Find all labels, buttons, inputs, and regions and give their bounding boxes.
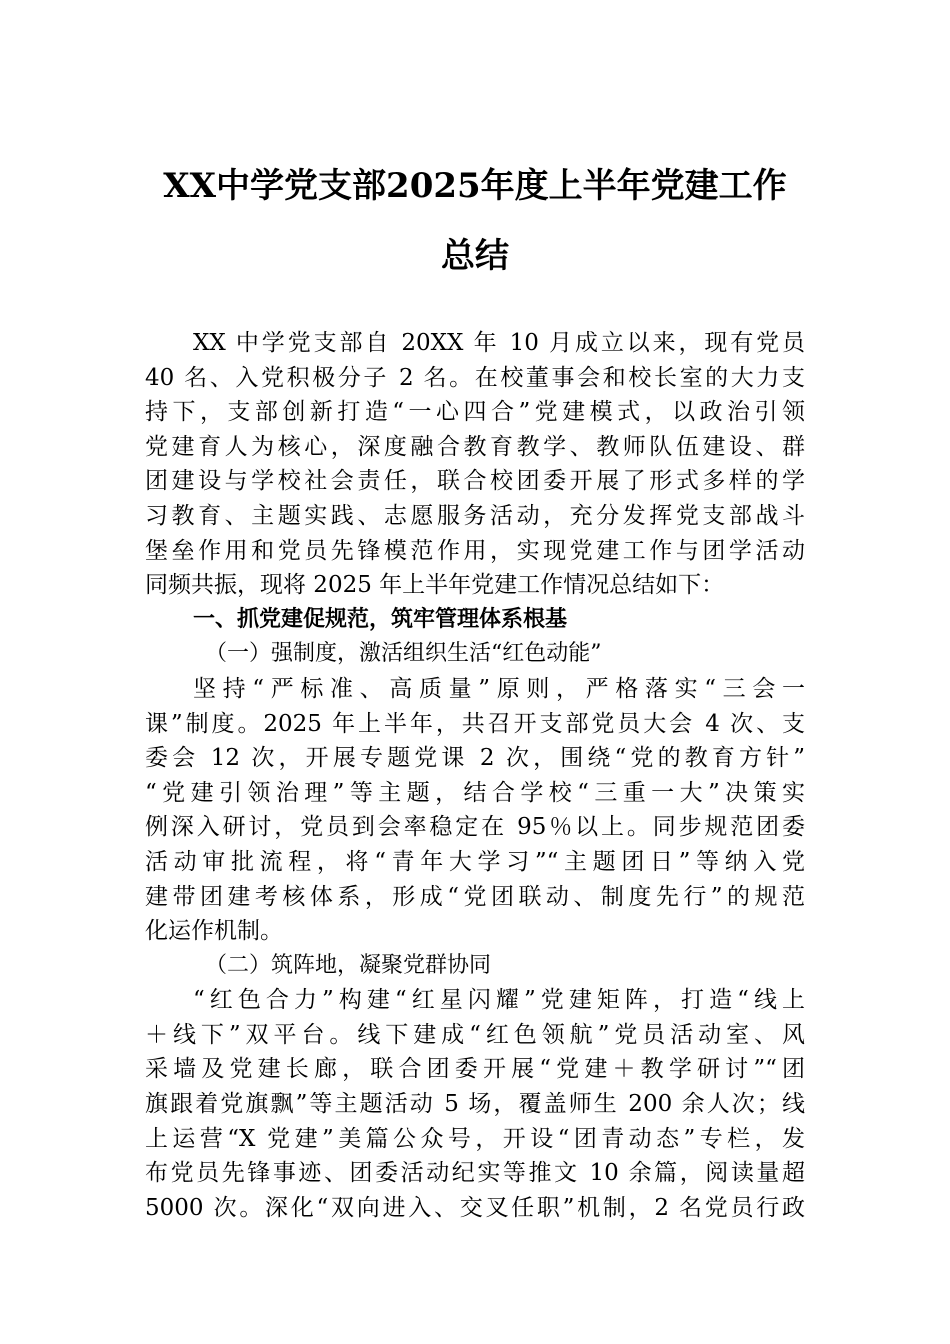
paragraph-line: “红色合力”构建“红星闪耀”党建矩阵，打造“线上 [193, 987, 805, 1014]
paragraph-line: 布党员先锋事迹、团委活动纪实等推文 10 余篇，阅读量超 [145, 1160, 805, 1187]
subsection-heading-1: （一）强制度，激活组织生活“红色动能” [205, 641, 602, 667]
document-title-line-1: XX中学党支部2025年度上半年党建工作 [163, 166, 787, 206]
paragraph-line: 40 名、入党积极分子 2 名。在校董事会和校长室的大力支 [145, 364, 805, 391]
paragraph-line: 化运作机制。 [145, 918, 283, 945]
paragraph-line: 活动审批流程，将“青年大学习”“主题团日”等纳入党 [145, 848, 805, 875]
paragraph-line: ＋线下”双平台。线下建成“红色领航”党员活动室、风 [145, 1021, 805, 1048]
paragraph-line: 建带团建考核体系，形成“党团联动、制度先行”的规范 [145, 883, 805, 910]
paragraph-line: XX 中学党支部自 20XX 年 10 月成立以来，现有党员 [193, 330, 805, 356]
section-heading-1: 一、抓党建促规范，筑牢管理体系根基 [193, 606, 568, 632]
paragraph-line: 党建育人为核心，深度融合教育教学、教师队伍建设、群 [145, 433, 805, 460]
paragraph-line: 采墙及党建长廊，联合团委开展“党建＋教学研讨”“团 [145, 1056, 805, 1083]
paragraph-line: 同频共振，现将 2025 年上半年党建工作情况总结如下： [145, 572, 725, 599]
paragraph-line: 旗跟着党旗飘”等主题活动 5 场，覆盖师生 200 余人次；线 [145, 1091, 805, 1118]
document-title-line-2: 总结 [441, 236, 509, 276]
paragraph-line: 委会 12 次，开展专题党课 2 次，围绕“党的教育方针” [145, 745, 805, 772]
paragraph-line: 例深入研讨，党员到会率稳定在 95％以上。同步规范团委 [145, 814, 805, 841]
paragraph-line: “党建引领治理”等主题，结合学校“三重一大”决策实 [145, 779, 805, 806]
subsection-heading-2: （二）筑阵地，凝聚党群协同 [205, 952, 492, 978]
paragraph-line: 5000 次。深化“双向进入、交叉任职”机制，2 名党员行政 [145, 1194, 805, 1221]
paragraph-line: 堡垒作用和党员先锋模范作用，实现党建工作与团学活动 [145, 537, 805, 564]
paragraph-line: 团建设与学校社会责任，联合校团委开展了形式多样的学 [145, 468, 805, 495]
document-body [145, 326, 805, 1225]
paragraph-line: 上运营“X 党建”美篇公众号，开设“团青动态”专栏，发 [145, 1125, 805, 1152]
paragraph-line: 坚持“严标准、高质量”原则，严格落实“三会一 [193, 675, 805, 702]
paragraph-line: 习教育、主题实践、志愿服务活动，充分发挥党支部战斗 [145, 502, 805, 529]
paragraph-line: 课”制度。2025 年上半年，共召开支部党员大会 4 次、支 [145, 710, 805, 737]
paragraph-line: 持下，支部创新打造“一心四合”党建模式，以政治引领 [145, 399, 805, 426]
